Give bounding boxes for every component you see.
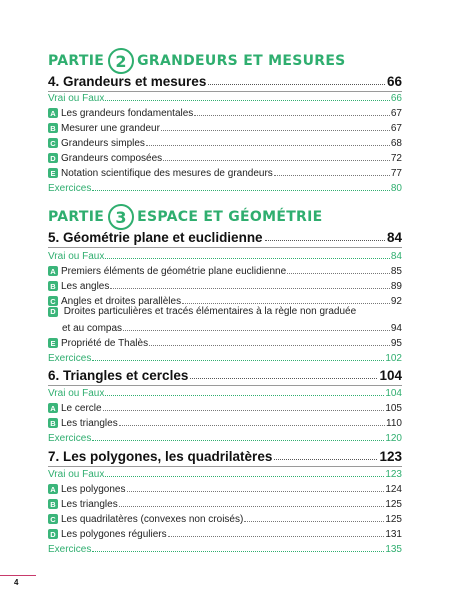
dot-leader — [123, 330, 390, 331]
dot-leader — [287, 273, 390, 274]
toc-entry[interactable] — [48, 90, 402, 104]
section-letter-badge: B — [48, 499, 58, 509]
chapter-5-row[interactable] — [48, 227, 402, 248]
dot-leader — [119, 425, 385, 426]
dot-leader — [163, 160, 390, 161]
entry-page: 105 — [385, 403, 402, 414]
dot-leader — [103, 410, 385, 411]
toc-entry[interactable] — [48, 400, 402, 414]
dot-leader — [168, 536, 385, 537]
section-letter-badge: A — [48, 266, 58, 276]
entry-text-continued: et au compas — [62, 323, 123, 334]
toc-entry[interactable] — [48, 385, 402, 399]
chapter-7-row[interactable] — [48, 446, 402, 467]
toc-entry[interactable] — [48, 541, 402, 555]
dot-leader — [92, 551, 384, 552]
entry-text: Exercices — [48, 544, 92, 555]
entry-page: 72 — [390, 153, 402, 164]
entry-text: Exercices — [48, 433, 92, 444]
chapter-title: 4. Grandeurs et mesures — [48, 74, 207, 89]
section-letter-badge: C — [48, 138, 58, 148]
entry-text: Grandeurs composées — [61, 153, 163, 164]
section-letter-badge: B — [48, 281, 58, 291]
entry-text: Vrai ou Faux — [48, 469, 105, 480]
entry-page: 104 — [385, 388, 402, 399]
entry-page: 80 — [390, 183, 402, 194]
toc-entry[interactable] — [48, 180, 402, 194]
entry-page: 125 — [385, 499, 402, 510]
chapter-title: 6. Triangles et cercles — [48, 368, 189, 383]
chapter-page: 123 — [379, 449, 402, 464]
part-label: PARTIE — [48, 209, 105, 225]
entry-page: 102 — [385, 353, 402, 364]
dot-leader — [146, 145, 390, 146]
entry-text: Les polygones réguliers — [61, 529, 167, 540]
entry-text: Premiers éléments de géométrie plane euclidienne — [61, 266, 287, 277]
entry-page: 84 — [390, 251, 402, 262]
entry-page: 123 — [385, 469, 402, 480]
toc-entry[interactable] — [48, 293, 402, 307]
toc-entry[interactable] — [48, 350, 402, 364]
chapter-title: 5. Géométrie plane et euclidienne — [48, 230, 263, 245]
entry-page: 68 — [390, 138, 402, 149]
entry-page: 67 — [390, 123, 402, 134]
entry-text: Angles et droites parallèles — [61, 296, 182, 307]
entry-text: Vrai ou Faux — [48, 388, 105, 399]
part-number-circle: 3 — [108, 204, 134, 230]
entry-page: 66 — [390, 93, 402, 104]
dot-leader — [127, 491, 385, 492]
entry-text: Vrai ou Faux — [48, 93, 105, 104]
toc-entry[interactable] — [48, 105, 402, 119]
entry-page: 77 — [390, 168, 402, 179]
chapter-4-row[interactable] — [48, 71, 402, 92]
chapter-page: 66 — [386, 74, 402, 89]
dot-leader — [92, 440, 384, 441]
toc-entry[interactable] — [48, 481, 402, 495]
toc-entry[interactable] — [48, 263, 402, 277]
entry-text: Grandeurs simples — [61, 138, 145, 149]
section-letter-badge: E — [48, 168, 58, 178]
section-letter-badge: E — [48, 338, 58, 348]
dot-leader — [105, 258, 390, 259]
dot-leader — [208, 84, 385, 85]
entry-text: Notation scientifique des mesures de grandeurs — [61, 168, 273, 179]
toc-entry[interactable] — [48, 278, 402, 292]
toc-entry[interactable] — [48, 511, 402, 525]
entry-text: Exercices — [48, 353, 92, 364]
toc-entry[interactable] — [48, 165, 402, 179]
chapter-title: 7. Les polygones, les quadrilatères — [48, 449, 273, 464]
toc-entry-continuation[interactable] — [62, 320, 402, 334]
entry-text: Droites particulières et tracés élémentaires à la règle non graduée — [63, 306, 357, 317]
entry-text: Vrai ou Faux — [48, 251, 105, 262]
footer-rule — [0, 575, 36, 576]
part-title: GRANDEURS ET MESURES — [137, 53, 346, 69]
dot-leader — [274, 175, 390, 176]
entry-text: Exercices — [48, 183, 92, 194]
toc-entry[interactable] — [48, 335, 402, 349]
entry-page: 67 — [390, 108, 402, 119]
toc-entry-multiline[interactable] — [48, 306, 356, 318]
entry-text: Les triangles — [61, 499, 118, 510]
toc-entry[interactable] — [48, 496, 402, 510]
dot-leader — [274, 459, 377, 460]
dot-leader — [105, 395, 384, 396]
chapter-page: 104 — [379, 368, 402, 383]
dot-leader — [105, 476, 384, 477]
toc-entry[interactable] — [48, 526, 402, 540]
dot-leader — [194, 115, 390, 116]
entry-page: 120 — [385, 433, 402, 444]
section-letter-badge: D — [48, 307, 58, 317]
chapter-6-row[interactable] — [48, 365, 402, 386]
part-number-circle: 2 — [108, 48, 134, 74]
section-letter-badge: A — [48, 108, 58, 118]
section-letter-badge: D — [48, 529, 58, 539]
dot-leader — [105, 100, 390, 101]
section-letter-badge: C — [48, 514, 58, 524]
entry-page: 95 — [390, 338, 402, 349]
dot-leader — [190, 378, 377, 379]
entry-page: 135 — [385, 544, 402, 555]
entry-text: Les quadrilatères (convexes non croisés) — [61, 514, 244, 525]
toc-entry[interactable] — [48, 430, 402, 444]
dot-leader — [110, 288, 390, 289]
entry-page: 92 — [390, 296, 402, 307]
dot-leader — [92, 190, 390, 191]
dot-leader — [161, 130, 390, 131]
section-letter-badge: B — [48, 123, 58, 133]
entry-text: Les grandeurs fondamentales — [61, 108, 194, 119]
toc-entry[interactable] — [48, 135, 402, 149]
page-number: 4 — [14, 578, 19, 587]
section-letter-badge: C — [48, 296, 58, 306]
dot-leader — [149, 345, 390, 346]
entry-text: Le cercle — [61, 403, 102, 414]
dot-leader — [244, 521, 384, 522]
entry-text: Propriété de Thalès — [61, 338, 149, 349]
dot-leader — [182, 303, 390, 304]
toc-entry[interactable] — [48, 415, 402, 429]
entry-text: Les polygones — [61, 484, 126, 495]
section-letter-badge: B — [48, 418, 58, 428]
section-letter-badge: A — [48, 484, 58, 494]
entry-page: 110 — [386, 418, 402, 429]
section-letter-badge: A — [48, 403, 58, 413]
section-letter-badge: D — [48, 153, 58, 163]
toc-entry[interactable] — [48, 466, 402, 480]
toc-entry[interactable] — [48, 150, 402, 164]
entry-page: 124 — [385, 484, 402, 495]
entry-text: Les triangles — [61, 418, 118, 429]
toc-entry[interactable] — [48, 248, 402, 262]
dot-leader — [265, 240, 385, 241]
entry-page: 94 — [390, 323, 402, 334]
toc-entry[interactable] — [48, 120, 402, 134]
entry-text: Mesurer une grandeur — [61, 123, 160, 134]
entry-page: 89 — [390, 281, 402, 292]
entry-page: 131 — [385, 529, 402, 540]
chapter-page: 84 — [386, 230, 402, 245]
dot-leader — [92, 360, 384, 361]
part-label: PARTIE — [48, 53, 105, 69]
dot-leader — [119, 506, 385, 507]
part-title: ESPACE ET GÉOMÉTRIE — [137, 209, 323, 225]
entry-page: 125 — [385, 514, 402, 525]
entry-page: 85 — [390, 266, 402, 277]
entry-text: Les angles — [61, 281, 110, 292]
